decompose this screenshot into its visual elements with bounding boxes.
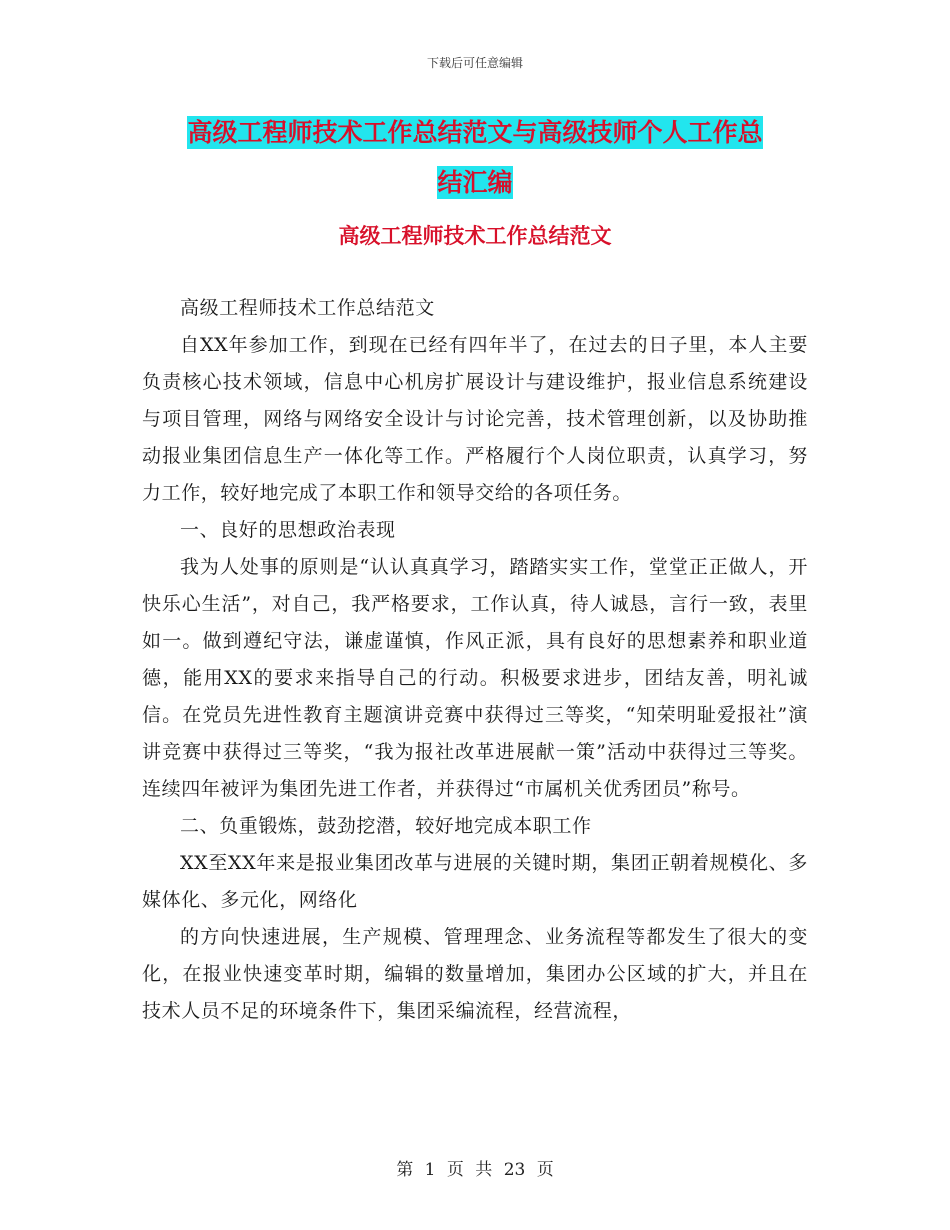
paragraph-direction: 的方向快速进展，生产规模、管理理念、业务流程等都发生了很大的变化，在报业快速变革时期，编辑的数量增加，集团办公区域的扩大，并且在技术人员不足的环境条件下，集团采编流程，经营流程， xyxy=(142,926,808,1022)
page-footer: 第 1 页 共 23 页 xyxy=(396,1160,554,1180)
document-title-line-2: 结汇编 xyxy=(437,168,513,197)
body-text xyxy=(142,290,808,1030)
paragraph-heading-1: 一、良好的思想政治表现 xyxy=(180,519,396,541)
paragraph-period: XX至XX年来是报业集团改革与进展的关键时期，集团正朝着规模化、多媒体化、多元化，网络化 xyxy=(142,852,808,911)
paragraph-political: 我为人处事的原则是“认认真真学习，踏踏实实工作，堂堂正正做人，开快乐心生活”，对自己，我严格要求，工作认真，待人诚恳，言行一致，表里如一。做到遵纪守法，谦虚谨慎，作风正派，具有良好的思想素养和职业道德，能用XX的要求来指导自己的行动。积极要求进步，团结友善，明礼诚信。在党员先进性教育主题演讲竞赛中获得过三等奖，“知荣明耻爱报社”演讲竞赛中获得过三等奖，“我为报社改革进展献一策”活动中获得过三等奖。连续四年被评为集团先进工作者，并获得过“市属机关优秀团员”称号。 xyxy=(142,556,808,800)
paragraph-heading-2: 二、负重锻炼，鼓劲挖潜，较好地完成本职工作 xyxy=(180,815,592,837)
document-title-line-1: 高级工程师技术工作总结范文与高级技师个人工作总 xyxy=(187,118,763,147)
paragraph-subtitle: 高级工程师技术工作总结范文 xyxy=(180,297,435,319)
header-note: 下载后可任意编辑 xyxy=(426,56,523,70)
section-title: 高级工程师技术工作总结范文 xyxy=(338,224,612,248)
document-title xyxy=(140,108,810,208)
paragraph-intro: 自XX年参加工作，到现在已经有四年半了，在过去的日子里，本人主要负责核心技术领域，信息中心机房扩展设计与建设维护，报业信息系统建设与项目管理，网络与网络安全设计与讨论完善，技术管理创新，以及协助推动报业集团信息生产一体化等工作。严格履行个人岗位职责，认真学习，努力工作，较好地完成了本职工作和领导交给的各项任务。 xyxy=(142,334,808,504)
